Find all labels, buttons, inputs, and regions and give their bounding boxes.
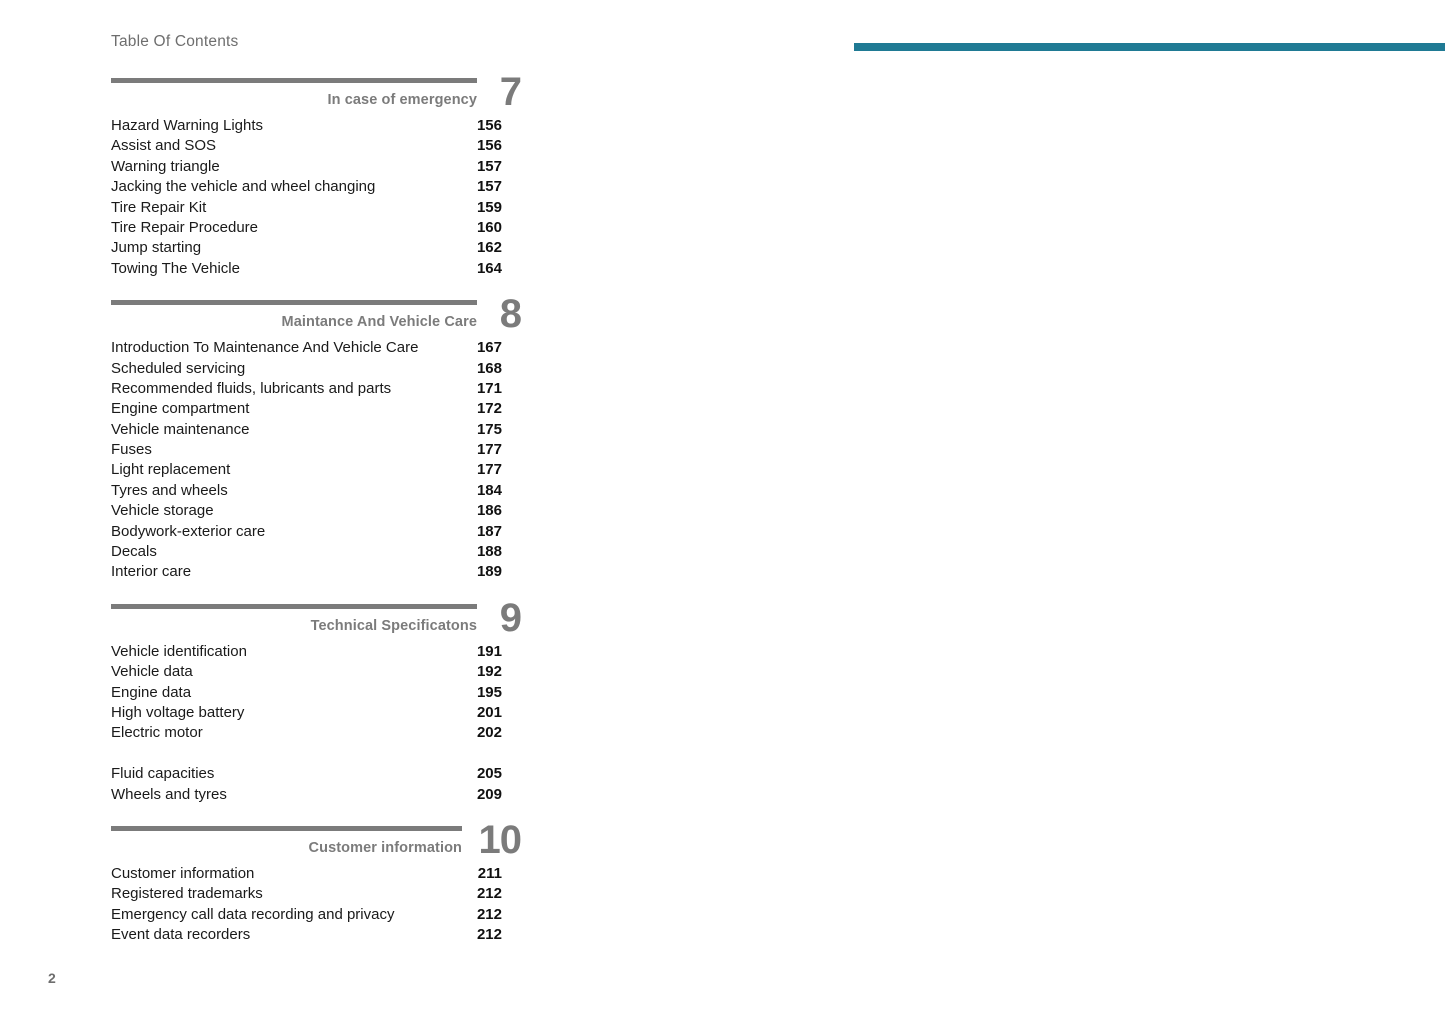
entry-page-number: 159	[476, 198, 502, 216]
entry-label: Event data recorders	[111, 926, 251, 944]
section-number: 8	[499, 292, 521, 337]
section-entry-list	[111, 864, 521, 946]
entry-page-number: 162	[476, 239, 502, 257]
entry-label: Warning triangle	[111, 157, 220, 175]
section-title: Customer information	[308, 839, 462, 856]
toc-entry[interactable]	[111, 440, 521, 460]
entry-label: Recommended fluids, lubricants and parts	[111, 379, 392, 397]
entry-page-number: 202	[476, 724, 502, 742]
section-rule	[111, 604, 477, 609]
entry-page-number: 156	[476, 137, 502, 155]
toc-entry[interactable]	[111, 925, 521, 945]
entry-page-number: 187	[476, 522, 502, 540]
entry-label: Decals	[111, 543, 157, 561]
toc-entry[interactable]	[111, 905, 521, 925]
entry-page-number: 209	[476, 785, 502, 803]
entry-label: Fluid capacities	[111, 765, 215, 783]
toc-entry[interactable]	[111, 884, 521, 904]
entry-page-number: 212	[476, 926, 502, 944]
entry-label: Vehicle storage	[111, 502, 214, 520]
entry-page-number: 201	[476, 703, 502, 721]
section-gap	[111, 279, 521, 300]
page-title: Table Of Contents	[111, 33, 239, 50]
section-gap	[111, 805, 521, 826]
toc-entry[interactable]	[111, 703, 521, 723]
toc-entry[interactable]	[111, 764, 521, 784]
entry-page-number: 205	[476, 765, 502, 783]
toc-entry[interactable]	[111, 864, 521, 884]
entry-page-number: 189	[476, 563, 502, 581]
section-header	[111, 292, 521, 338]
entry-page-number: 177	[476, 461, 502, 479]
section-entry-list	[111, 642, 521, 805]
entry-page-number: 191	[476, 642, 502, 660]
toc-entry[interactable]	[111, 399, 521, 419]
entry-label: Vehicle identification	[111, 642, 247, 660]
entry-label: Tyres and wheels	[111, 481, 228, 499]
entry-label: Tire Repair Kit	[111, 198, 207, 216]
section-gap	[111, 583, 521, 604]
toc-section	[111, 292, 521, 583]
entry-label: Vehicle data	[111, 663, 193, 681]
entry-label: Wheels and tyres	[111, 785, 227, 803]
section-rule	[111, 300, 477, 305]
section-title: Technical Specificatons	[310, 617, 477, 634]
entry-label: Tire Repair Procedure	[111, 218, 259, 236]
toc-entry[interactable]	[111, 481, 521, 501]
entry-label: Bodywork-exterior care	[111, 522, 266, 540]
section-title: In case of emergency	[327, 92, 477, 108]
toc-entry[interactable]	[111, 238, 521, 258]
toc-entry[interactable]	[111, 157, 521, 177]
entry-page-number: 195	[476, 683, 502, 701]
header-accent-bar	[854, 43, 1445, 51]
entry-page-number: 192	[476, 663, 502, 681]
entry-page-number: 184	[476, 481, 502, 499]
toc-entry[interactable]	[111, 136, 521, 156]
toc-section	[111, 70, 521, 279]
section-header	[111, 595, 521, 642]
section-number: 10	[478, 817, 521, 862]
entry-page-number: 157	[476, 178, 502, 196]
entry-label: Jump starting	[111, 239, 202, 257]
entry-label: Towing The Vehicle	[111, 259, 240, 277]
toc-section	[111, 817, 521, 946]
toc-entry[interactable]	[111, 198, 521, 218]
entry-label: Light replacement	[111, 461, 231, 479]
entry-label: Fuses	[111, 441, 152, 459]
toc-entry[interactable]	[111, 785, 521, 805]
entry-label: High voltage battery	[111, 703, 245, 721]
section-rule	[111, 78, 477, 83]
table-of-contents	[111, 70, 521, 946]
page-number: 2	[48, 970, 56, 986]
entry-page-number: 211	[477, 864, 502, 882]
toc-entry[interactable]	[111, 723, 521, 743]
toc-entry[interactable]	[111, 522, 521, 542]
toc-entry[interactable]	[111, 420, 521, 440]
toc-entry[interactable]	[111, 642, 521, 662]
section-entry-list	[111, 338, 521, 583]
entry-label: Engine data	[111, 683, 192, 701]
entry-label: Engine compartment	[111, 400, 250, 418]
entry-page-number: 167	[476, 339, 502, 357]
entry-page-number: 188	[476, 543, 502, 561]
entry-page-number: 171	[476, 379, 502, 397]
entry-page-number: 212	[476, 905, 502, 923]
entry-page-number: 177	[476, 441, 502, 459]
section-number: 9	[499, 595, 521, 640]
entry-label: Jacking the vehicle and wheel changing	[111, 178, 376, 196]
toc-entry[interactable]	[111, 662, 521, 682]
entry-spacer	[111, 744, 521, 764]
toc-section	[111, 595, 521, 805]
entry-label: Interior care	[111, 563, 192, 581]
section-header	[111, 817, 521, 864]
entry-page-number: 175	[476, 420, 502, 438]
section-rule	[111, 826, 462, 831]
entry-page-number: 164	[476, 259, 502, 277]
section-header	[111, 70, 521, 116]
entry-label: Customer information	[111, 864, 255, 882]
toc-entry[interactable]	[111, 359, 521, 379]
section-number: 7	[499, 70, 521, 114]
entry-page-number: 168	[476, 359, 502, 377]
toc-entry[interactable]	[111, 379, 521, 399]
entry-label: Vehicle maintenance	[111, 420, 250, 438]
entry-label: Emergency call data recording and privacy	[111, 905, 395, 923]
toc-entry[interactable]	[111, 177, 521, 197]
toc-entry[interactable]	[111, 218, 521, 238]
entry-label: Introduction To Maintenance And Vehicle Care	[111, 339, 419, 357]
entry-page-number: 172	[476, 400, 502, 418]
toc-entry[interactable]	[111, 460, 521, 480]
entry-page-number: 156	[476, 117, 502, 134]
toc-entry[interactable]	[111, 338, 521, 358]
toc-entry[interactable]	[111, 116, 521, 136]
entry-label: Registered trademarks	[111, 885, 263, 903]
toc-entry[interactable]	[111, 683, 521, 703]
toc-entry[interactable]	[111, 259, 521, 279]
section-title: Maintance And Vehicle Care	[281, 314, 477, 331]
entry-label: Hazard Warning Lights	[111, 117, 264, 134]
entry-label: Scheduled servicing	[111, 359, 246, 377]
entry-page-number: 186	[476, 502, 502, 520]
entry-page-number: 160	[476, 218, 502, 236]
section-entry-list	[111, 116, 521, 279]
entry-label: Assist and SOS	[111, 137, 217, 155]
entry-page-number: 212	[476, 885, 502, 903]
toc-entry[interactable]	[111, 501, 521, 521]
entry-page-number: 157	[476, 157, 502, 175]
entry-label: Electric motor	[111, 724, 203, 742]
toc-entry[interactable]	[111, 562, 521, 582]
toc-entry[interactable]	[111, 542, 521, 562]
